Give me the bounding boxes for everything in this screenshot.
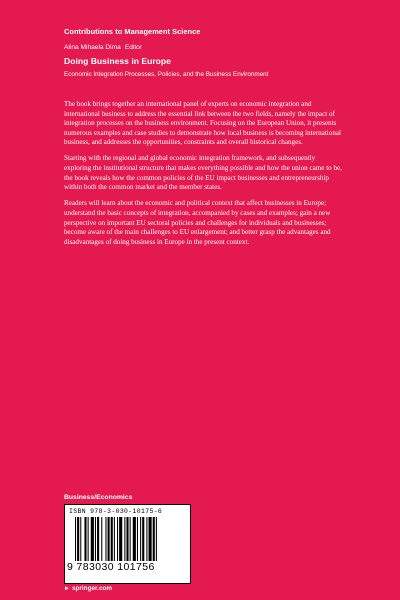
barcode-number: 9 783030 101756 xyxy=(67,561,155,573)
blurb xyxy=(64,100,342,254)
book-subtitle: Economic Integration Processes, Policies, and the Business Environment xyxy=(64,71,269,78)
isbn-barcode-block xyxy=(64,504,191,584)
publisher-link[interactable] xyxy=(64,585,112,592)
blurb-paragraph-2: Starting with the regional and global economic integration framework, and subsequently exploring the institutional structure that makes everything possible and how the union came to be, the book reveals how the common policies of the EU impact businesses and entrepreneurship within both the common market and the member states. xyxy=(64,154,342,192)
blurb-paragraph-1: The book brings together an international panel of experts on economic integration and international business to address the essential link between the two fields, namely the impact of integration processes on the business environment. Focusing on the European Union, it presents numerous examples and case studies to demonstrate how local business is becoming international business, and addresses the opportunities, constraints and overall historical changes. xyxy=(64,100,341,147)
editor-line xyxy=(64,44,142,51)
blurb-paragraph-3: Readers will learn about the economic and political context that affect businesses in Europe; understand the basic concepts of integration, accompanied by cases and examples; gain a new perspective on important EU sectoral policies and challenges for individuals and businesses; become aware of the main challenges to EU enlargement; and better grasp the advantages and disadvantages of doing business in Europe in the present context. xyxy=(64,199,331,246)
barcode-icon xyxy=(75,517,180,561)
publisher-url: springer.com xyxy=(71,585,113,592)
isbn-label: ISBN 978-3-030-10175-6 xyxy=(69,508,163,515)
subject-category: Business/Economics xyxy=(64,494,133,501)
editor-role: Editor xyxy=(124,44,143,51)
arrow-icon: ► xyxy=(64,586,70,592)
series-title: Contributions to Management Science xyxy=(64,27,201,36)
book-title: Doing Business in Europe xyxy=(64,56,171,66)
editor-name: Alina Mihaela Dima xyxy=(64,44,121,51)
